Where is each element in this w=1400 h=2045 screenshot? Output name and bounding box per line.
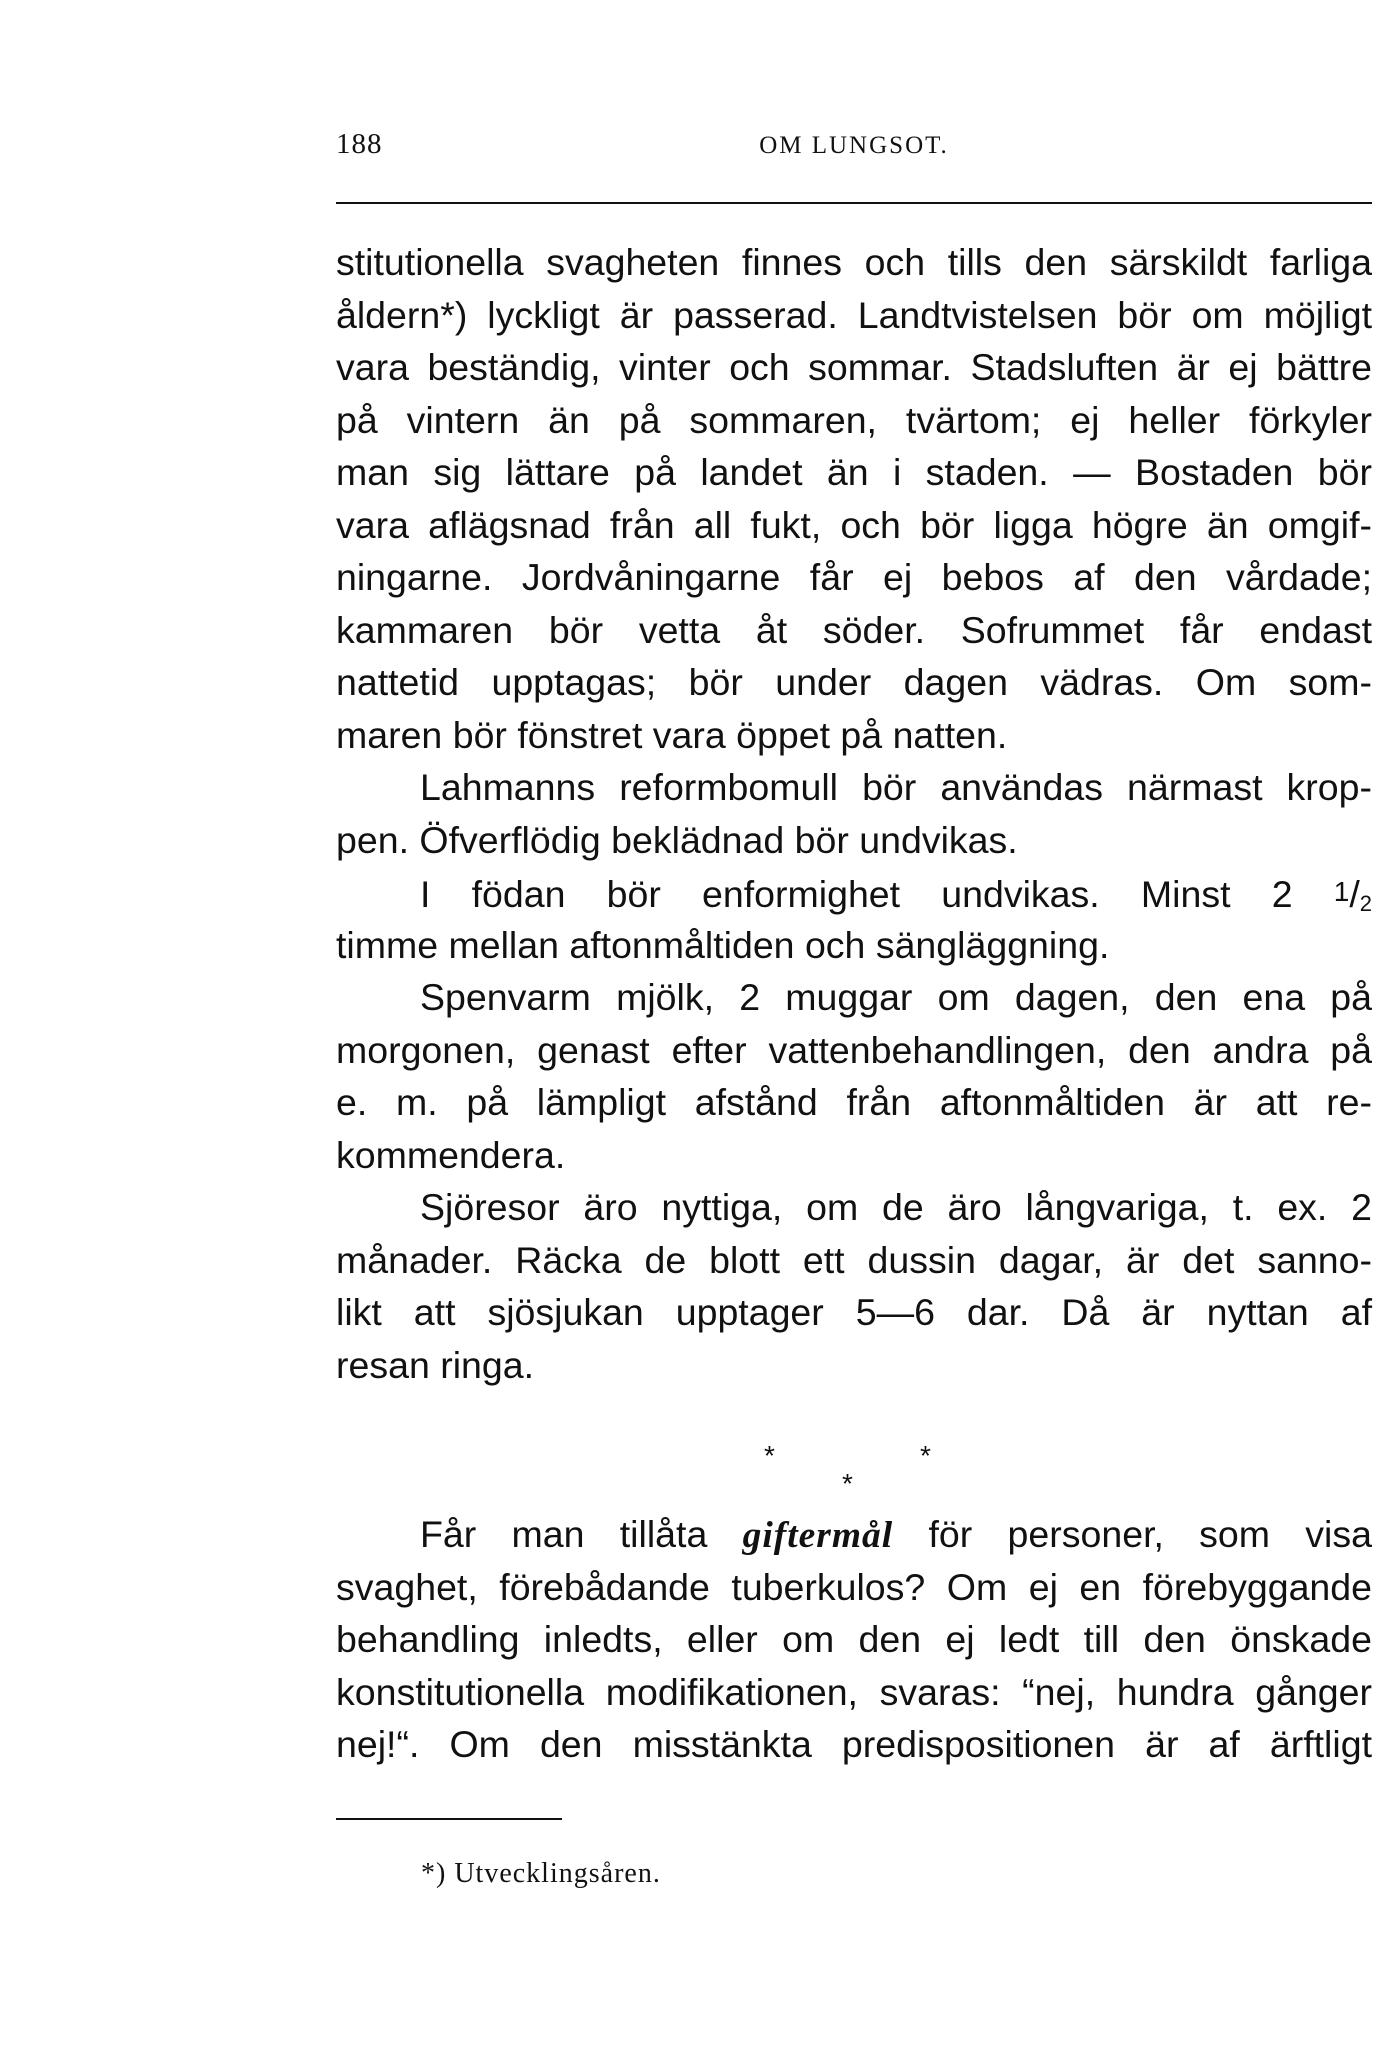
text-line: månader. Räcka de blott ett dussin dagar, är det sanno- [336, 1238, 1372, 1281]
text-line: kommendera. [336, 1133, 566, 1176]
paragraph-3 [336, 866, 1372, 971]
paragraph-6 [336, 1508, 1372, 1771]
text-line: man sig lättare på landet än i staden. — Bostaden bör [336, 451, 1372, 493]
fraction-numerator: 1 [1333, 876, 1350, 907]
paragraph-4 [336, 971, 1372, 1181]
paragraph-2 [336, 761, 1372, 866]
text-line: behandling inledts, eller om den ej ledt till den önskade [336, 1618, 1372, 1660]
body-text-continued [336, 1508, 1372, 1771]
text-line: på vintern än på sommaren, tvärtom; ej heller förkyler [336, 398, 1372, 441]
asterism-star: * [920, 1440, 931, 1471]
book-page [336, 0, 1372, 2045]
footnote-rule [336, 1818, 562, 1820]
fraction-separator: / [1349, 873, 1360, 915]
text-line: timme mellan aftonmåltiden och sängläggning. [336, 923, 1110, 966]
text-line: morgonen, genast efter vattenbehandlingen, den andra på [336, 1028, 1372, 1071]
asterism-star: * [764, 1440, 775, 1471]
text-line: maren bör fönstret vara öppet på natten. [336, 713, 1008, 756]
text-line: kammaren bör vetta åt söder. Sofrummet får endast [336, 608, 1372, 651]
text-line: konstitutionella modifikationen, svaras: “nej, hundra gånger [336, 1670, 1372, 1713]
text-line: e. m. på lämpligt afstånd från aftonmåltiden är att re- [336, 1081, 1372, 1123]
text-segment: för personer, som visa [928, 1513, 1372, 1555]
fraction [1334, 873, 1372, 915]
text-line [336, 866, 1372, 919]
text-line: åldern*) lyckligt är passerad. Landtvistelsen bör om möjligt [336, 293, 1372, 336]
text-line: nattetid upptagas; bör under dagen vädras. Om som- [336, 661, 1372, 703]
text-line: Spenvarm mjölk, 2 muggar om dagen, den ena på [420, 976, 1372, 1018]
emphasis-text: giftermål [742, 1515, 894, 1556]
text-line: resan ringa. [336, 1343, 535, 1386]
running-title: OM LUNGSOT. [759, 132, 949, 159]
page-number: 188 [336, 128, 383, 160]
body-text [336, 236, 1372, 1391]
text-line [336, 1508, 1372, 1561]
header-rule [336, 202, 1372, 204]
text-line: ningarne. Jordvåningarne får ej bebos af den vårdade; [336, 556, 1372, 598]
text-line: vara beständig, vinter och sommar. Stadsluften är ej bättre [336, 346, 1372, 388]
text-line: likt att sjösjukan upptager 5—6 dar. Då är nyttan af [336, 1291, 1372, 1333]
footnote: *) Utvecklingsåren. [421, 1858, 661, 1889]
running-head [336, 128, 1372, 178]
text-line: pen. Öfverflödig beklädnad bör undvikas. [336, 818, 1018, 861]
text-line: vara aflägsnad från all fukt, och bör ligga högre än omgif- [336, 503, 1372, 546]
asterism-star: * [842, 1468, 853, 1499]
text-line: Sjöresor äro nyttiga, om de äro långvariga, t. ex. 2 [420, 1186, 1372, 1228]
paragraph-1 [336, 236, 1372, 761]
text-line: svaghet, förebådande tuberkulos? Om ej en förebyggande [336, 1565, 1372, 1608]
text-line: nej!“. Om den misstänkta predispositionen är af ärftligt [336, 1723, 1372, 1765]
fraction-denominator: 2 [1359, 891, 1372, 916]
paragraph-5 [336, 1181, 1372, 1391]
text-line: Lahmanns reformbomull bör användas närmast krop- [420, 766, 1372, 808]
text-segment: Får man tillåta [420, 1513, 708, 1555]
text-line: stitutionella svagheten finnes och tills den särskildt farliga [336, 241, 1372, 283]
text-segment: I födan bör enformighet undvikas. Minst 2 [420, 873, 1293, 915]
